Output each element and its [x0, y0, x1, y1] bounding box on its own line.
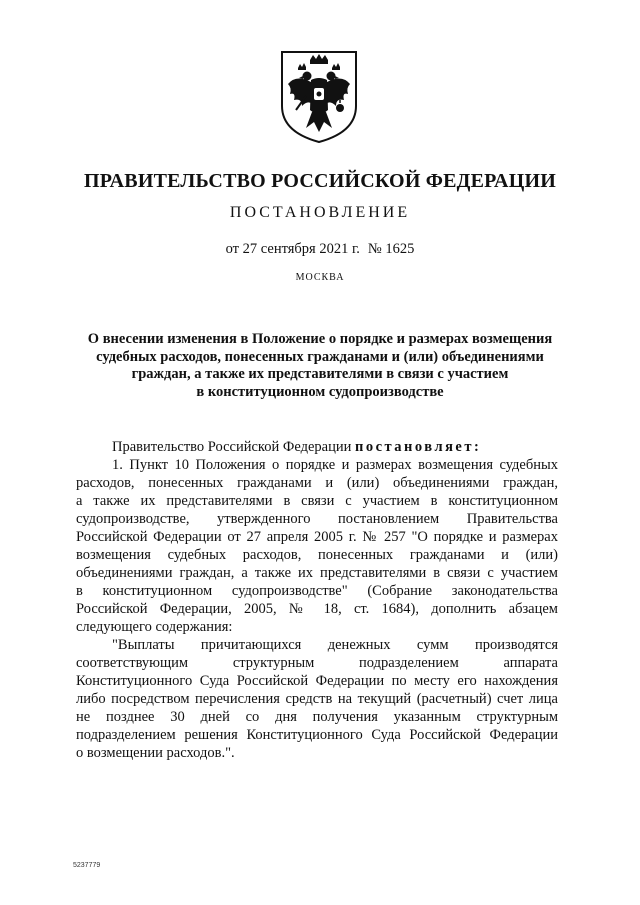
- body-line: 1. Пункт 10 Положения о порядке и размерах возмещения судебных: [112, 457, 558, 473]
- preamble-verb: постановляет:: [354, 439, 482, 455]
- subject-line: граждан, а также их представителями в связи с участием: [131, 366, 509, 382]
- subject-line: О внесении изменения в Положение о порядке и размерах возмещения: [87, 331, 553, 347]
- document-code: 5237779: [73, 862, 101, 869]
- document-date: от 27 сентября 2021 г.: [225, 241, 360, 257]
- document-number: № 1625: [367, 241, 415, 257]
- body-line: в конституционном судопроизводстве" (Собрание законодательства: [76, 583, 558, 599]
- government-title: ПРАВИТЕЛЬСТВО РОССИЙСКОЙ ФЕДЕРАЦИИ: [84, 170, 556, 192]
- body-line: Российской Федерации от 27 апреля 2005 г. № 257 "О порядке и размерах: [76, 529, 558, 545]
- coat-of-arms-icon: [278, 48, 360, 146]
- body-line: Российской Федерации, 2005, № 18, ст. 1684), дополнить абзацем: [76, 601, 558, 617]
- preamble: [76, 438, 558, 456]
- document-type: ПОСТАНОВЛЕНИЕ: [229, 204, 411, 221]
- document-subject: [60, 331, 580, 401]
- body-line: Конституционного Суда Российской Федерации по месту его нахождения: [76, 673, 558, 689]
- preamble-text: Правительство Российской Федерации: [112, 439, 352, 455]
- body-line: о возмещении расходов.".: [76, 745, 235, 761]
- body-line: соответствующим структурным подразделением аппарата: [76, 655, 558, 671]
- body-line: "Выплаты причитающихся денежных сумм производятся: [112, 637, 558, 653]
- subject-line: в конституционном судопроизводстве: [196, 383, 444, 400]
- body-line: судопроизводстве, утвержденного постановлением Правительства: [76, 511, 558, 527]
- body-line: возмещения судебных расходов, понесенных гражданами и (или): [76, 547, 558, 563]
- body-line: расходов, понесенных гражданами и (или) объединениями граждан,: [76, 475, 558, 491]
- body-line: не позднее 30 дней со дня получения указанным структурным: [76, 709, 558, 725]
- body-line: объединениями граждан, а также их представителями в связи с участием: [76, 565, 558, 581]
- body-line: следующего содержания:: [76, 619, 233, 635]
- document-body: [76, 438, 558, 762]
- document-city: МОСКВА: [295, 272, 345, 283]
- body-line: подразделением решения Конституционного Суда Российской Федерации: [76, 727, 558, 743]
- subject-line: судебных расходов, понесенных гражданами и (или) объединениями: [96, 348, 544, 365]
- body-line: либо посредством перечисления средств на текущий (расчетный) счет лица: [76, 691, 558, 707]
- document-date-line: [0, 241, 640, 258]
- body-line: а также их представителями в связи с участием в конституционном: [76, 493, 558, 509]
